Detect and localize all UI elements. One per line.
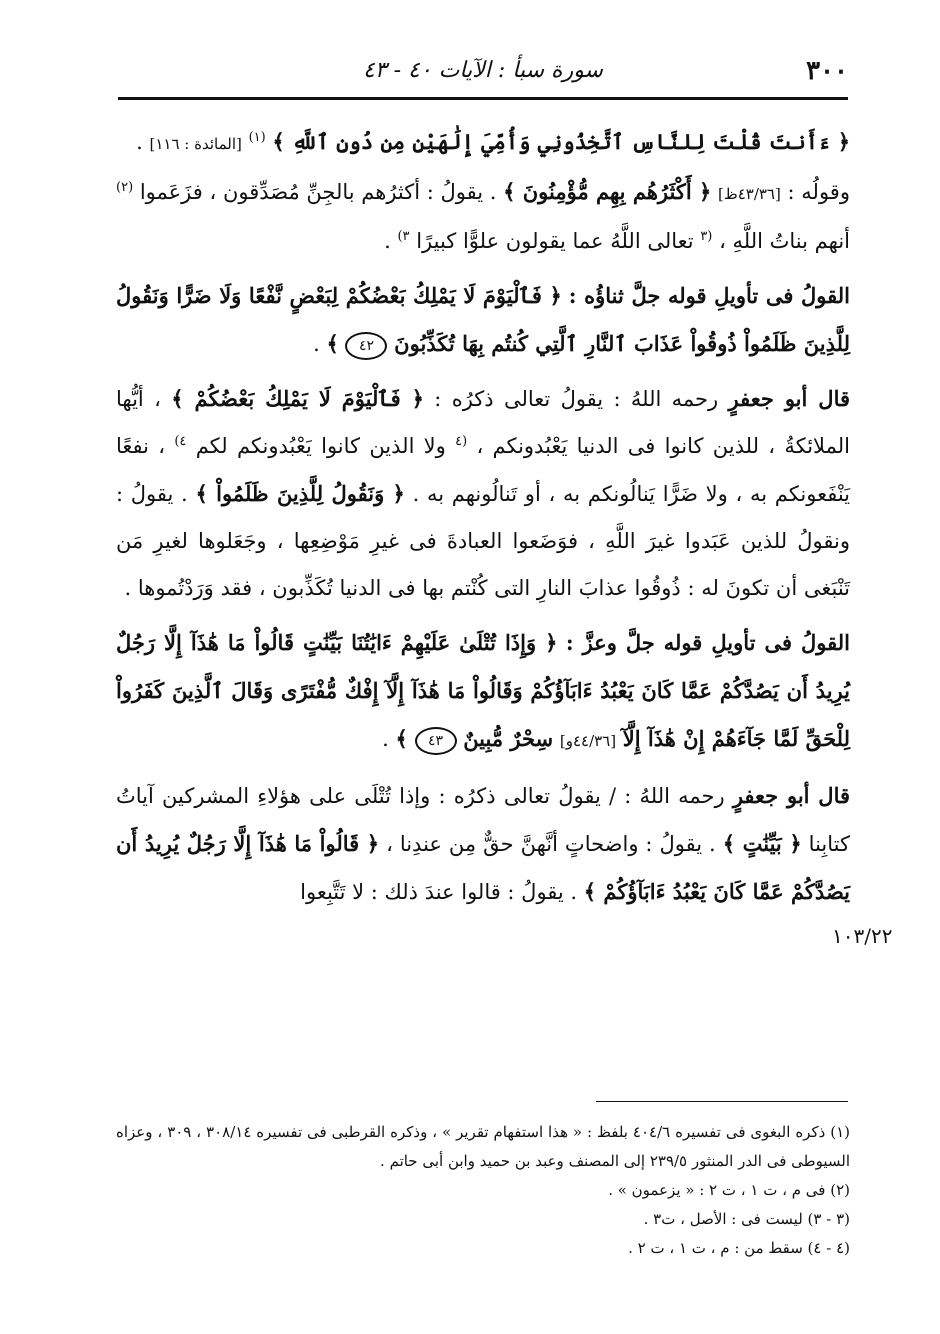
quran-verse: ﴿ فَٱلْيَوْمَ لَا يَمْلِكُ بَعْضُكُمْ ﴾: [171, 386, 424, 411]
text-run: ، نفعًا يَنْفَعونكم به ، ولا ضَرًّا يَنالُونكم به ، أو تَنالُونهم به .: [116, 434, 851, 506]
section-heading: قال أبو جعفرٍ: [732, 783, 851, 808]
footnote-4: (٤ - ٤) سقط من : م ، ت ١ ، ت ٢ .: [628, 1239, 850, 1257]
text-run: . يقولُ : أكثرُهم بالجِنِّ مُصَدِّقون ، فزَعَموا: [139, 180, 497, 204]
quran-verse: سِحْرٌ مُّبِينٌ: [463, 726, 554, 751]
paragraph: [116, 272, 850, 368]
text-run: وقولُه :: [787, 180, 850, 204]
citation-reference: [٤٣/٣٦ظ]: [717, 185, 781, 203]
footnote-marker: ٤): [174, 434, 187, 449]
quran-verse: ﴿ وَإِذَا تُتْلَىٰ عَلَيْهِمْ ءَايَٰتُنَا بَيِّنَٰتٍ قَالُواْ مَا هَٰذَآ إِلَّا رَجُلٌ يُرِيدُ أَن يَصُدَّكُمْ عَمَّا كَانَ يَعْبُدُ ءَابَآؤُكُمْ وَقَالُواْ مَا هَٰذَآ إِلَّآ إِفْكٌ مُّفْتَرًى وَقَالَ ٱلَّذِينَ كَفَرُواْ لِلْحَقِّ لَمَّا جَآءَهُمْ إِنْ هَٰذَآ إِلَّآ: [116, 630, 850, 751]
footnote-marker: (١): [248, 130, 266, 145]
header-rule: [118, 97, 848, 100]
text-run: . يقولُ : واضحاتٍ أنَّهنَّ حقٌّ مِن عندِنا ،: [386, 832, 716, 856]
paragraph: [116, 619, 850, 765]
quran-verse: ﴿ فَٱلْيَوْمَ لَا يَمْلِكُ بَعْضُكُمْ لِبَعْضٍ نَّفْعًا وَلَا ضَرًّا وَنَقُولُ لِلَّذِينَ ظَلَمُواْ ذُوقُواْ عَذَابَ ٱلنَّارِ ٱلَّتِي كُنتُم بِهَا تُكَذِّبُونَ: [116, 283, 850, 356]
citation-reference: [المائدة : ١١٦]: [149, 135, 242, 153]
quran-verse: ﴿ وَنَقُولُ لِلَّذِينَ ظَلَمُواْ ﴾: [195, 481, 405, 506]
page-header: [118, 48, 848, 94]
text-run: رحمه اللهُ : / يقولُ تعالى ذكرُه : وإذا تُتْلَى على هؤلاءِ المشركين آياتُ كتابِنا: [116, 784, 850, 856]
quran-verse: ﴾: [395, 726, 408, 751]
quran-verse: ﴾: [326, 331, 339, 356]
verse-number-mark: ٤٢: [345, 332, 387, 360]
text-run: .: [382, 727, 389, 751]
footnote-marker: ٣): [397, 229, 410, 244]
footnote-marker: (٢): [116, 180, 134, 195]
text-run: رحمه اللهُ : يقولُ تعالى ذكرُه :: [434, 387, 719, 411]
quran-verse: ﴿ بَيِّنَٰتٍ ﴾: [722, 831, 802, 856]
footnote-3: (٣ - ٣) ليست فى : الأصل ، ت٣ .: [643, 1210, 850, 1228]
text-run: ولا الذين كانوا يَعْبُدونكم لكم: [195, 434, 446, 458]
footnote-marker: (٣: [700, 229, 713, 244]
text-run: تعالى اللَّهُ عما يقولون علوًّا كبيرًا: [416, 229, 694, 253]
running-title: سورة سبأ : الآيات ٤٠ - ٤٣: [362, 58, 603, 83]
section-heading: قال أبو جعفرٍ: [728, 386, 851, 411]
text-run: . يقولُ : ونقولُ للذين عَبَدوا غيرَ اللَّهِ ، فوَضَعوا العبادةَ فى غيرِ مَوْضِعِها ، وجَعَلوها لغيرِ مَن تَنْبَغى أن تكونَ له : ذُوقُوا عذابَ النارِ التى كُنْتم بها فى الدنيا تُكَذِّبون ، فقد وَرَدْتُموها .: [116, 482, 850, 600]
paragraph: [116, 118, 850, 168]
footnote-1: (١) ذكره البغوى فى تفسيره ٤٠٤/٦ بلفظ : « هذا استفهام تقرير » ، وذكره القرطبى فى تفسيره ٣٠٨/١٤ ، ٣٠٩ ، وعزاه السيوطى فى الدر المنثور ٢٣٩/٥ إلى المصنف وعبد بن حميد وابن أبى حاتم .: [116, 1123, 850, 1170]
text-run: .: [313, 332, 320, 356]
quran-verse: ﴿ ءَأَنتَ قُلْتَ لِلنَّاسِ ٱتَّخِذُونِي وَأُمِّيَ إِلَٰهَيْنِ مِن دُونِ ٱللَّهِ ﴾: [272, 129, 850, 154]
quran-verse: ﴿ قَالُواْ مَا هَٰذَآ إِلَّا رَجُلٌ يُرِيدُ أَن يَصُدَّكُمْ عَمَّا كَانَ يَعْبُدُ ءَابَآؤُكُمْ ﴾: [116, 831, 850, 904]
text-run: . يقولُ : قالوا عندَ ذلك : لا تَتَّبِعوا: [300, 880, 578, 904]
section-heading: القولُ فى تأويلِ قوله جلَّ وعزَّ :: [565, 630, 850, 655]
paragraph: [116, 772, 850, 916]
paragraph: [116, 375, 850, 612]
text-run: ، أيُّها الملائكةُ ، للذين كانوا فى الدنيا يَعْبُدونكم ،: [116, 387, 850, 458]
text-run: .: [136, 130, 143, 154]
text-run: أنهم بناتُ اللَّهِ ،: [719, 229, 850, 253]
footnotes: [116, 1118, 850, 1263]
text-run: .: [384, 229, 391, 253]
page-number: ٣٠٠: [806, 56, 848, 86]
footnote-2: (٢) فى م ، ت ١ ، ت ٢ : « يزعمون » .: [608, 1181, 850, 1199]
citation-reference: [٤٤/٣٦و]: [559, 732, 617, 750]
verse-number-mark: ٤٣: [415, 727, 457, 755]
quran-verse: ﴿ أَكْثَرُهُم بِهِم مُّؤْمِنُونَ ﴾: [503, 179, 712, 204]
paragraph: [116, 168, 850, 265]
main-text: [116, 118, 850, 916]
footnote-marker: (٤: [455, 434, 468, 449]
section-heading: القولُ فى تأويلِ قوله جلَّ ثناؤُه :: [568, 283, 850, 308]
footnote-rule: [596, 1101, 848, 1102]
margin-reference: ١٠٣/٢٢: [832, 924, 893, 948]
